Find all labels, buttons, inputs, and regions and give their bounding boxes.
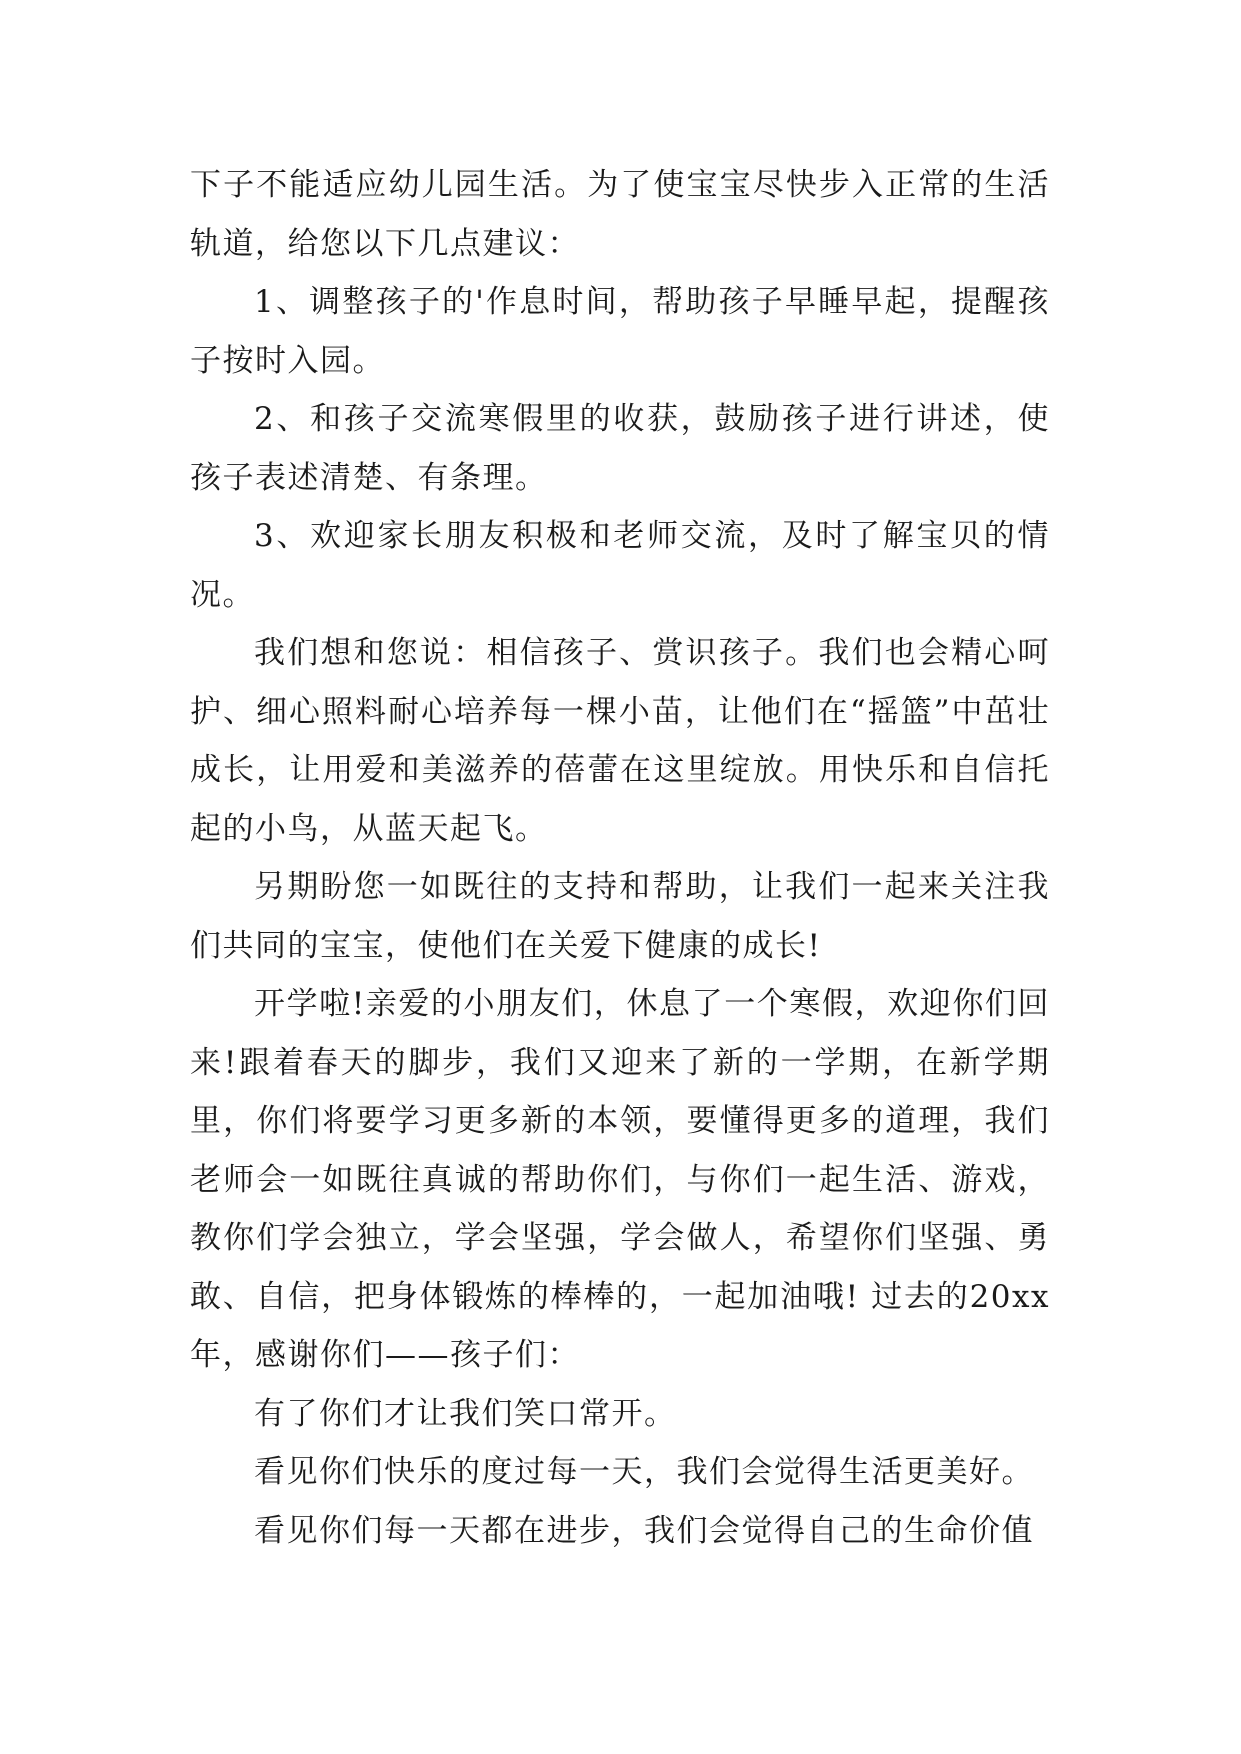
paragraph-2: 1、调整孩子的'作息时间，帮助孩子早睡早起，提醒孩子按时入园。 bbox=[190, 284, 1050, 379]
paragraph-5: 我们想和您说：相信孩子、赏识孩子。我们也会精心呵护、细心照料耐心培养每一棵小苗，让他们在“摇篮”中茁壮成长，让用爱和美滋养的蓓蕾在这里绽放。用快乐和自信托起的小鸟，从蓝天起飞。 bbox=[190, 635, 1050, 847]
paragraph-8: 有了你们才让我们笑口常开。 bbox=[254, 1395, 677, 1432]
paragraph-9: 看见你们快乐的度过每一天，我们会觉得生活更美好。 bbox=[254, 1454, 1034, 1490]
paragraph-7: 开学啦!亲爱的小朋友们，休息了一个寒假，欢迎你们回来!跟着春天的脚步，我们又迎来了新的一学期，在新学期里，你们将要学习更多新的本领，要懂得更多的道理，我们老师会一如既往真诚的帮助你们，与你们一起生活、游戏，教你们学会独立，学会坚强，学会做人，希望你们坚强、勇敢、自信，把身体锻炼的棒棒的，一起加油哦! 过去的20xx年，感谢你们——孩子们： bbox=[190, 986, 1050, 1373]
paragraph-1: 下子不能适应幼儿园生活。为了使宝宝尽快步入正常的生活轨道，给您以下几点建议： bbox=[190, 167, 1050, 262]
paragraph-6: 另期盼您一如既往的支持和帮助，让我们一起来关注我们共同的宝宝，使他们在关爱下健康的成长! bbox=[190, 869, 1050, 964]
document-body bbox=[190, 156, 1050, 1560]
paragraph-3: 2、和孩子交流寒假里的收获，鼓励孩子进行讲述，使孩子表述清楚、有条理。 bbox=[190, 401, 1050, 496]
paragraph-4: 3、欢迎家长朋友积极和老师交流，及时了解宝贝的情况。 bbox=[190, 518, 1050, 613]
paragraph-10: 看见你们每一天都在进步，我们会觉得自己的生命价值 bbox=[254, 1512, 1034, 1549]
